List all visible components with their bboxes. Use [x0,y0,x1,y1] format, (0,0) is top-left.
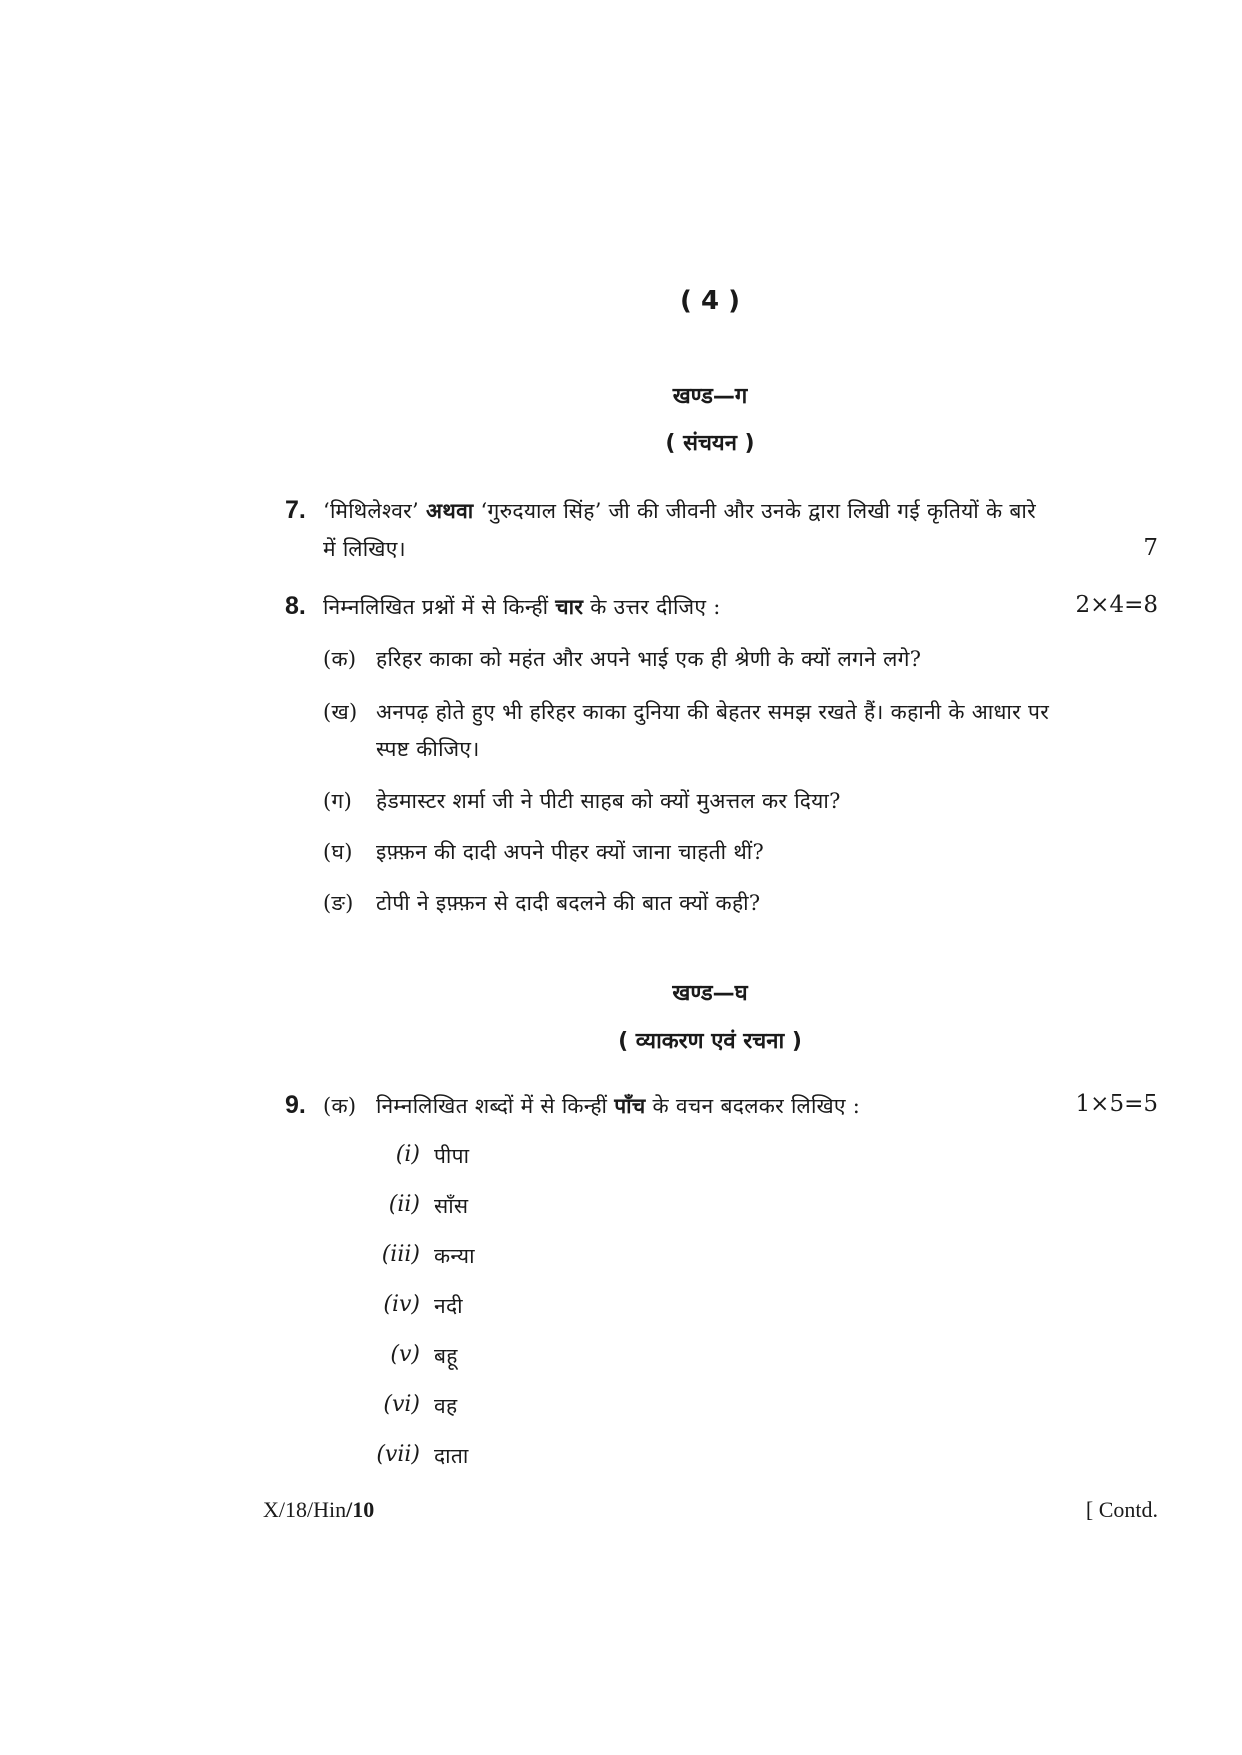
question-8-item-label: (ग) [323,789,353,813]
question-7-number: 7. [285,496,306,524]
question-9-text: निम्नलिखित शब्दों में से किन्हीं पाँच के वचन बदलकर लिखिए : [376,1093,861,1118]
question-8-number: 8. [285,592,306,620]
word-item: बहू [434,1344,458,1368]
word-number: (v) [390,1342,420,1367]
word-number: (iv) [383,1292,420,1317]
question-8-item-text: अनपढ़ होते हुए भी हरिहर काका दुनिया की बेहतर समझ रखते हैं। कहानी के आधार पर [376,700,1050,724]
section-d-title: खण्ड—घ [672,981,748,1006]
question-8-item-label: (ख) [323,700,358,724]
question-8-item-text: टोपी ने इफ़्फ़न से दादी बदलने की बात क्यों कही? [376,891,761,915]
word-number: (i) [395,1142,420,1167]
question-8-item-label: (घ) [323,840,353,864]
question-8-marks: 2×4=8 [1075,592,1158,618]
word-number: (iii) [381,1242,420,1267]
question-8-item-text: इफ़्फ़न की दादी अपने पीहर क्यों जाना चाहती थीं? [376,840,765,864]
word-item: साँस [434,1194,469,1218]
section-c-title: खण्ड—ग [672,384,748,409]
question-8-item-label: (ङ) [323,891,354,915]
word-number: (vii) [376,1442,420,1467]
paper-code: X/18/Hin/10 [263,1497,375,1522]
page-number: ( 4 ) [680,286,740,316]
word-number: (ii) [388,1192,420,1217]
continued-note: [ Contd. [1085,1497,1158,1522]
word-item: पीपा [434,1144,470,1168]
question-9-number: 9. [285,1091,306,1119]
question-8-item-text: हरिहर काका को महंत और अपने भाई एक ही श्रेणी के क्यों लगने लगे? [376,647,922,671]
question-9-sub-label: (क) [323,1094,357,1118]
word-number: (vi) [383,1392,420,1417]
question-9-marks: 1×5=5 [1075,1091,1158,1117]
question-7-text: ‘मिथिलेश्वर’ अथवा ‘गुरुदयाल सिंह’ जी की जीवनी और उनके द्वारा लिखी गई कृतियों के बारे [323,498,1037,523]
section-d-subtitle: ( व्याकरण एवं रचना ) [618,1029,802,1054]
question-8-item-text-line2: स्पष्ट कीजिए। [376,737,480,761]
question-8-item-text: हेडमास्टर शर्मा जी ने पीटी साहब को क्यों मुअत्तल कर दिया? [376,789,841,813]
word-item: वह [434,1394,458,1418]
question-7-marks: 7 [1143,535,1158,561]
word-item: नदी [434,1294,463,1318]
section-c-subtitle: ( संचयन ) [665,431,755,456]
question-7-text-line2: में लिखिए। [323,537,406,561]
question-8-item-label: (क) [323,647,357,671]
question-8-text: निम्नलिखित प्रश्नों में से किन्हीं चार के उत्तर दीजिए : [323,594,721,619]
word-item: कन्या [434,1244,475,1268]
word-item: दाता [434,1444,469,1468]
